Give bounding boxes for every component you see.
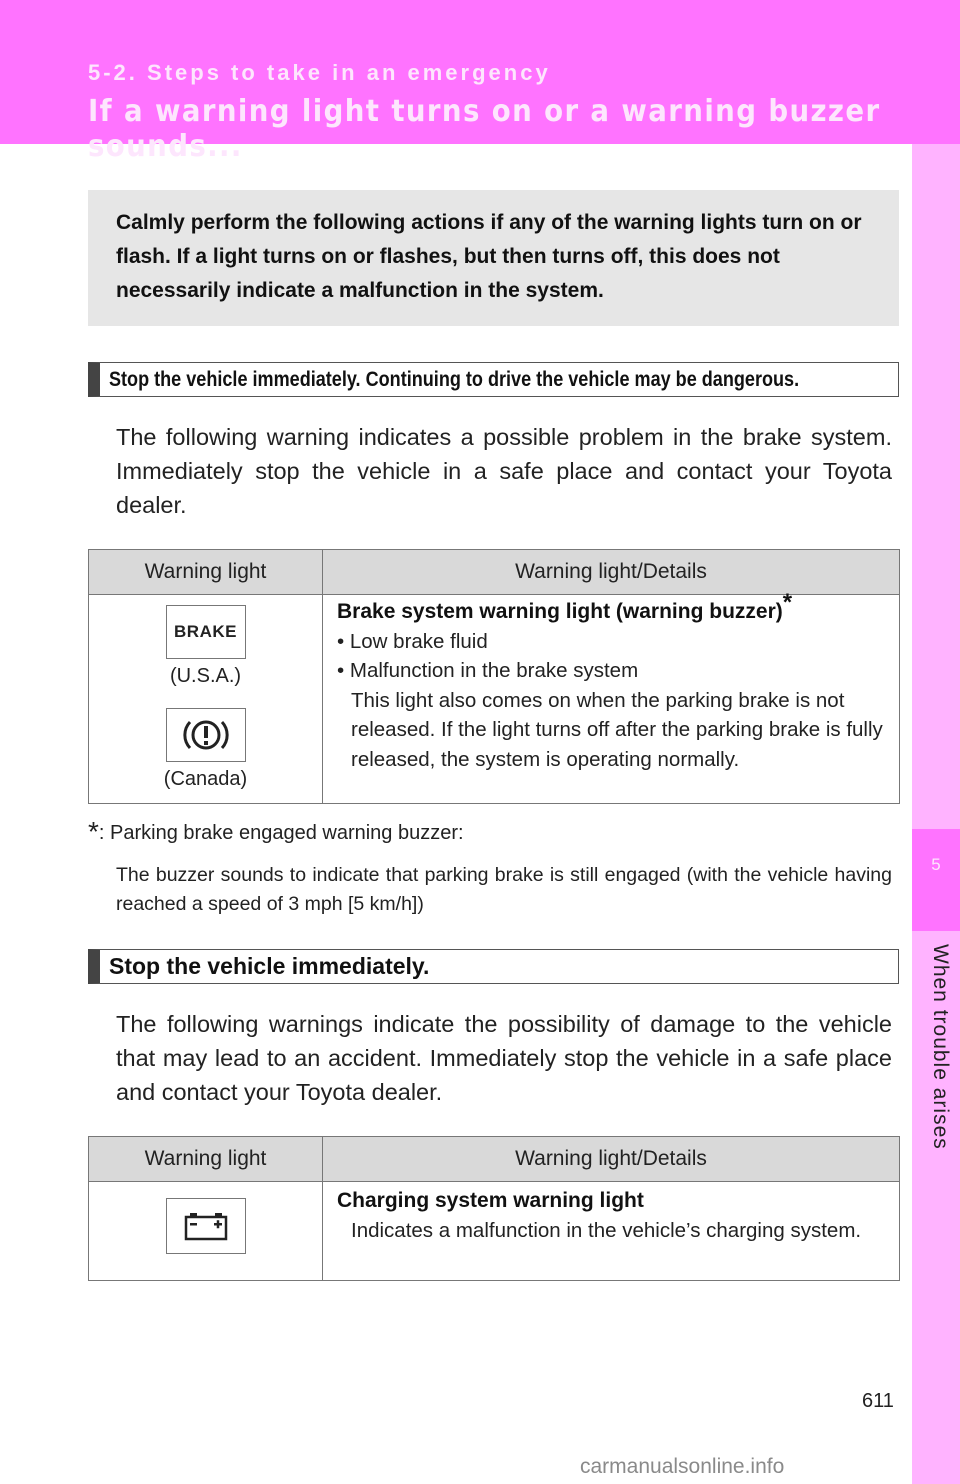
page-title: If a warning light turns on or a warning buzzer sounds... xyxy=(88,94,881,164)
bullet-low-fluid: • Low brake fluid xyxy=(337,629,488,653)
brake-warning-title-text: Brake system warning light (warning buzzer) xyxy=(337,600,783,623)
charging-warning-title: Charging system warning light xyxy=(337,1189,644,1212)
chapter-label: When trouble arises xyxy=(929,944,952,1150)
section-label: 5-2. Steps to take in an emergency xyxy=(88,60,551,85)
col-warning-light: Warning light xyxy=(89,1137,323,1182)
icon-cell xyxy=(89,595,323,804)
asterisk-mark: * xyxy=(782,589,793,616)
battery-svg-icon xyxy=(183,1210,229,1242)
brake-symbol-icon xyxy=(166,708,246,762)
col-details: Warning light/Details xyxy=(323,1137,900,1182)
brake-warning-table xyxy=(88,549,900,804)
brake-icon-label: BRAKE xyxy=(174,622,237,641)
col-details: Warning light/Details xyxy=(323,550,900,595)
brake-text-icon xyxy=(166,605,246,659)
details-cell xyxy=(323,589,900,804)
icon-cell xyxy=(89,1182,323,1281)
section1-paragraph: The following warning indicates a possible problem in the brake system. Immediately stop the vehicle in a safe place and contact your Toyota dealer. xyxy=(116,424,892,518)
page-number: 611 xyxy=(862,1390,894,1412)
col-warning-light: Warning light xyxy=(89,550,323,595)
caption-canada: (Canada) xyxy=(163,768,248,790)
section2-paragraph: The following warnings indicate the possibility of damage to the vehicle that may lead to an accident. Immediately stop the vehicle in a safe place and contact your Toyota dealer. xyxy=(116,1011,892,1105)
brake-detail-text: This light also comes on when the parking brake is not released. If the light turns off after the parking brake is fully released, the system is operating normally. xyxy=(351,688,883,771)
chapter-side-tab xyxy=(912,144,960,1484)
battery-icon xyxy=(166,1198,246,1254)
footnote-label-text: : Parking brake engaged warning buzzer: xyxy=(98,822,464,844)
section1-heading-text: Stop the vehicle immediately. Continuing to drive the vehicle may be dangerous. xyxy=(109,368,800,391)
brake-warning-title xyxy=(337,589,889,627)
footnote-asterisk: * xyxy=(88,816,99,847)
chapter-number: 5 xyxy=(912,829,960,931)
table-row xyxy=(89,595,900,804)
page-header xyxy=(0,0,960,164)
footnote-text: The buzzer sounds to indicate that parking brake is still engaged (with the vehicle having reached a speed of 3 mph [5 km/h]) xyxy=(116,864,892,915)
charging-detail-text: Indicates a malfunction in the vehicle’s charging system. xyxy=(351,1218,862,1242)
section2-heading: Stop the vehicle immediately. xyxy=(88,949,899,984)
bullet-malfunction: • Malfunction in the brake system xyxy=(337,659,639,682)
intro-box: Calmly perform the following actions if any of the warning lights turn on or flash. If a light turns on or flashes, but then turns off, this does not necessarily indicate a malfunction in the system. xyxy=(88,190,899,326)
watermark: carmanualsonline.info xyxy=(580,1455,785,1478)
caption-usa: (U.S.A.) xyxy=(169,665,242,687)
section1-heading xyxy=(88,362,899,397)
details-cell xyxy=(323,1182,900,1281)
table-row xyxy=(89,1182,900,1281)
brake-exclamation-icon xyxy=(181,715,231,755)
footnote-label xyxy=(88,816,464,848)
charging-warning-table xyxy=(88,1136,900,1281)
